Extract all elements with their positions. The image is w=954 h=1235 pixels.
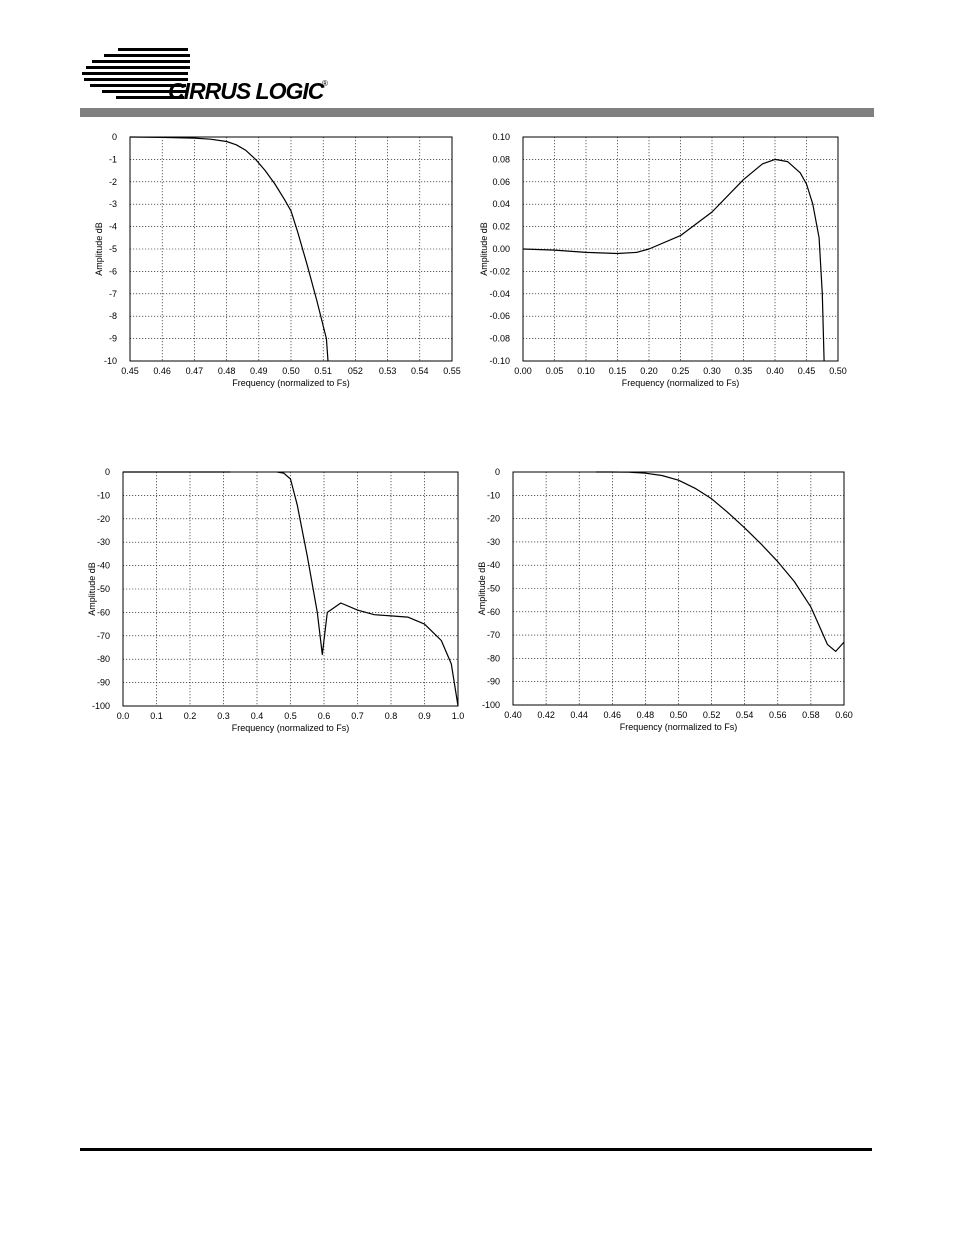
x-tick-label: 0.20: [640, 366, 658, 376]
y-axis-label: Amplitude dB: [477, 561, 487, 616]
y-axis-label: Amplitude dB: [479, 222, 489, 276]
y-tick-label: 0: [494, 467, 500, 477]
y-tick-label: -60: [96, 607, 110, 618]
registered-mark: ®: [322, 79, 328, 88]
y-tick-label: 0: [104, 467, 110, 477]
y-tick-label: -1: [108, 154, 117, 165]
y-tick-label: 0.02: [492, 221, 510, 232]
y-tick-label: -0.08: [489, 333, 510, 344]
y-tick-label: -100: [91, 701, 110, 711]
y-tick-label: -90: [96, 677, 110, 688]
y-tick-label: 0: [111, 132, 117, 142]
y-tick-label: 0.08: [492, 154, 510, 165]
x-tick-label: 0.54: [735, 710, 754, 720]
y-tick-label: -10: [486, 490, 500, 501]
y-tick-label: -30: [96, 537, 110, 548]
x-tick-label: 0.52: [702, 710, 721, 720]
y-tick-label: -5: [108, 244, 117, 254]
y-tick-label: -90: [486, 676, 500, 687]
x-tick-label: 0.05: [545, 366, 564, 376]
x-tick-label: 0.15: [608, 366, 627, 376]
y-tick-label: 0.06: [492, 176, 510, 187]
y-tick-label: -70: [486, 630, 500, 641]
chart-transition-band: [472, 462, 852, 738]
y-tick-label: -10: [103, 356, 117, 366]
y-tick-label: -6: [108, 266, 117, 277]
chart-stopband-full: [86, 462, 466, 738]
chart-svg-4: [472, 462, 852, 738]
y-tick-label: 0.04: [492, 199, 510, 210]
x-tick-label: 0.55: [443, 366, 461, 376]
y-axis-label: Amplitude dB: [94, 222, 104, 276]
brand-name: CIRRUS LOGIC: [168, 78, 324, 104]
y-tick-label: -70: [96, 630, 110, 641]
y-tick-label: -30: [486, 536, 500, 547]
x-axis-label: Frequency (normalized to Fs): [231, 723, 350, 733]
y-tick-label: -80: [96, 654, 110, 665]
footer-rule: [80, 1148, 872, 1151]
y-tick-label: -0.10: [489, 356, 510, 366]
x-tick-label: 0.6: [317, 711, 331, 721]
y-tick-label: -8: [108, 311, 117, 322]
chart-passband-ripple: [462, 128, 852, 404]
x-tick-label: 0.2: [183, 711, 197, 721]
x-tick-label: 0.42: [537, 710, 555, 720]
x-tick-label: 0.25: [671, 366, 690, 376]
x-tick-label: 0.40: [766, 366, 784, 376]
x-axis-label: Frequency (normalized to Fs): [619, 722, 738, 732]
x-tick-label: 0.4: [250, 711, 264, 721]
x-tick-label: 0.8: [384, 711, 398, 721]
chart-svg-2: [462, 128, 852, 404]
x-tick-label: 0.50: [829, 366, 847, 376]
x-tick-label: 0.35: [734, 366, 753, 376]
x-tick-label: 0.49: [250, 366, 268, 376]
x-tick-label: 0.00: [514, 366, 532, 376]
cirrus-logic-logo: [80, 44, 340, 106]
x-tick-label: 0.50: [282, 366, 300, 376]
x-tick-label: 0.48: [636, 710, 655, 720]
x-axis-label: Frequency (normalized to Fs): [621, 378, 740, 388]
y-tick-label: -4: [108, 221, 117, 232]
y-tick-label: -50: [486, 583, 500, 594]
x-tick-label: 0.60: [835, 710, 853, 720]
y-axis-label: Amplitude dB: [87, 562, 97, 616]
x-tick-label: 0.9: [418, 711, 431, 721]
y-tick-label: -0.04: [489, 288, 510, 299]
y-tick-label: -40: [96, 560, 110, 571]
x-tick-label: 0.46: [603, 710, 622, 720]
x-tick-label: 0.3: [217, 711, 230, 721]
x-tick-label: 0.53: [378, 366, 397, 376]
x-tick-label: 052: [347, 366, 363, 376]
x-tick-label: 0.7: [351, 711, 364, 721]
x-tick-label: 0.0: [116, 711, 130, 721]
y-tick-label: -0.06: [489, 311, 510, 322]
x-tick-label: 0.51: [314, 366, 332, 376]
x-tick-label: 0.44: [570, 710, 588, 720]
y-tick-label: -100: [481, 700, 500, 710]
y-tick-label: -7: [108, 288, 117, 299]
header-rule: [80, 108, 874, 117]
x-tick-label: 0.50: [669, 710, 688, 720]
y-tick-label: 0.00: [492, 244, 510, 254]
x-tick-label: 0.58: [802, 710, 820, 720]
x-tick-label: 0.5: [284, 711, 297, 721]
y-tick-label: -0.02: [489, 266, 510, 277]
x-tick-label: 0.46: [153, 366, 171, 376]
x-tick-label: 0.1: [150, 711, 163, 721]
chart-svg-3: [86, 462, 466, 738]
x-tick-label: 0.47: [185, 366, 204, 376]
x-axis-label: Frequency (normalized to Fs): [232, 378, 350, 388]
y-tick-label: -10: [96, 490, 110, 501]
y-tick-label: -80: [486, 653, 500, 664]
x-tick-label: 0.10: [577, 366, 595, 376]
y-tick-label: -3: [108, 199, 117, 210]
chart-passband-transition: [86, 128, 466, 404]
x-tick-label: 0.30: [703, 366, 721, 376]
x-tick-label: 1.0: [451, 711, 465, 721]
y-tick-label: -20: [96, 513, 110, 524]
x-tick-label: 0.48: [217, 366, 236, 376]
x-tick-label: 0.45: [121, 366, 139, 376]
y-tick-label: -20: [486, 513, 500, 524]
y-tick-label: -50: [96, 584, 110, 594]
x-tick-label: 0.54: [411, 366, 429, 376]
y-tick-label: -60: [486, 606, 500, 617]
chart-svg-1: [86, 128, 466, 404]
y-tick-label: -2: [108, 176, 117, 187]
y-tick-label: -9: [108, 333, 117, 344]
y-tick-label: -40: [486, 560, 500, 571]
x-tick-label: 0.40: [504, 710, 522, 720]
x-tick-label: 0.56: [769, 710, 787, 720]
x-tick-label: 0.45: [797, 366, 816, 376]
y-tick-label: 0.10: [492, 132, 510, 142]
